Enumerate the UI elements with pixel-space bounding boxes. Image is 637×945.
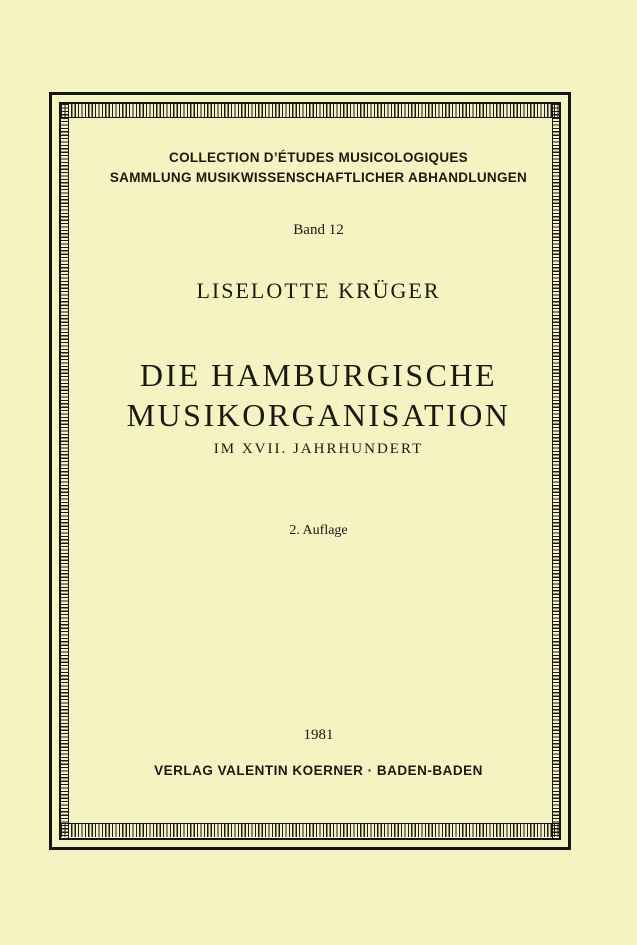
volume-number: Band 12 <box>293 222 344 238</box>
hatched-border-bottom <box>61 823 559 837</box>
edition-label: 2. Auflage <box>289 523 348 538</box>
book-subtitle: IM XVII. JAHRHUNDERT <box>213 441 424 457</box>
series-title-german: SAMMLUNG MUSIKWISSENSCHAFTLICHER ABHANDLUNGEN <box>109 170 528 185</box>
publisher-imprint: VERLAG VALENTIN KOERNER · BADEN-BADEN <box>154 763 483 778</box>
series-title-french: COLLECTION D’ÉTUDES MUSICOLOGIQUES <box>169 150 468 165</box>
book-title-line-1: DIE HAMBURGISCHE <box>139 357 498 393</box>
author-name: LISELOTTE KRÜGER <box>196 278 441 303</box>
publication-year: 1981 <box>303 727 334 743</box>
book-title-line-2: MUSIKORGANISATION <box>126 397 511 433</box>
hatched-border-top <box>61 104 559 118</box>
